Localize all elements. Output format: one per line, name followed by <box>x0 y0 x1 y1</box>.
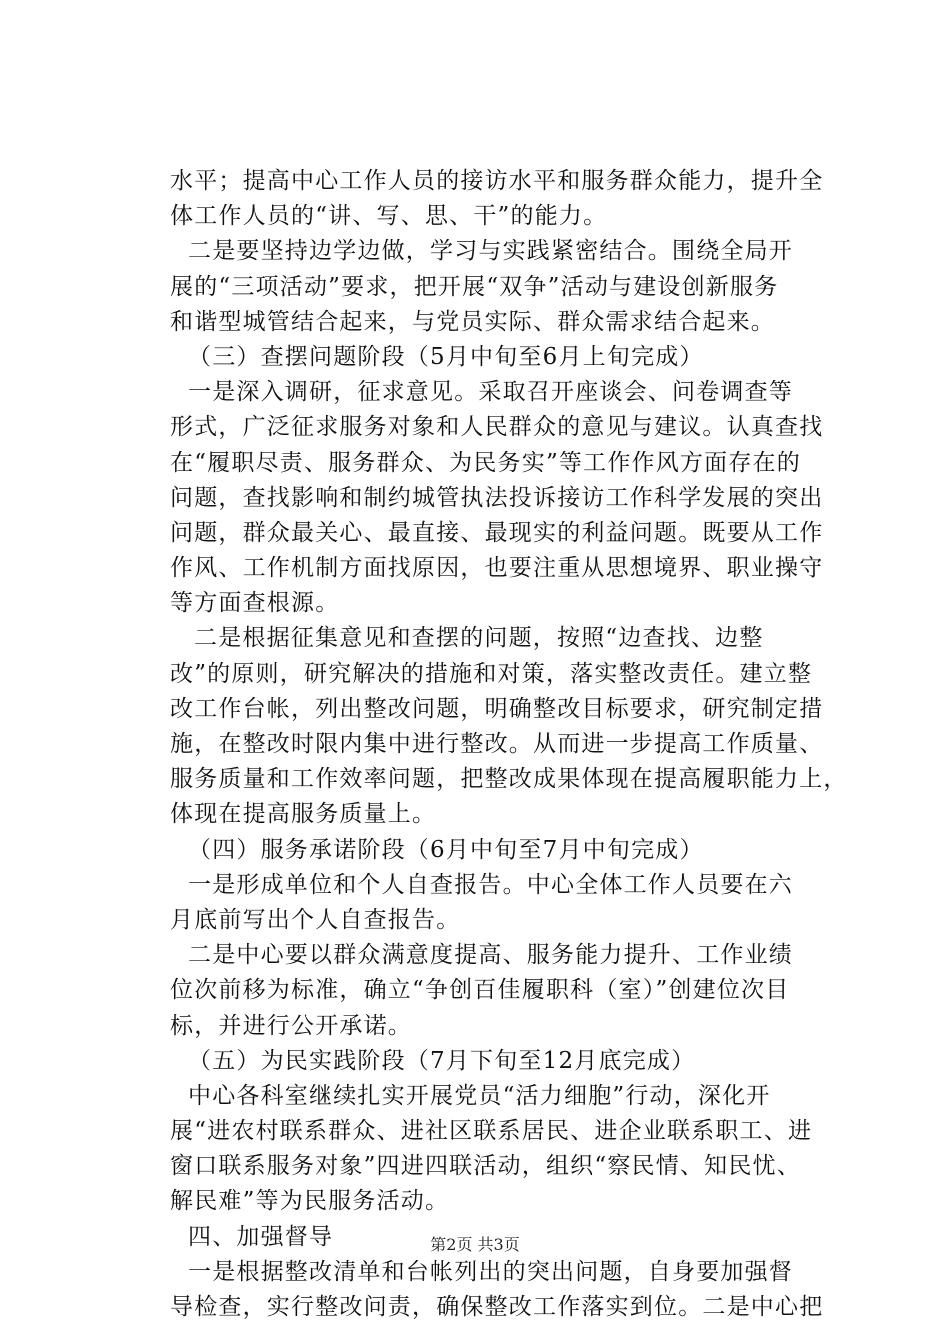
section-heading: （三）查摆问题阶段（5月中旬至6月上旬完成） <box>188 343 704 370</box>
text-line: 作风、工作机制方面找原因，也要注重从思想境界、职业操守 <box>170 555 824 582</box>
text-line: 问题，群众最关心、最直接、最现实的利益问题。既要从工作 <box>170 519 824 546</box>
text-line: 问题，查找影响和制约城管执法投诉接访工作科学发展的突出 <box>170 484 824 511</box>
text-line: 窗口联系服务对象”四进四联活动，组织“察民情、知民忧、 <box>170 1153 801 1180</box>
paragraph-start: 二是根据征集意见和查摆的问题，按照“边查找、边整 <box>194 625 764 652</box>
page-number: 第2页 共3页 <box>430 1235 520 1254</box>
paragraph-start: 二是要坚持边学边做，学习与实践紧密结合。围绕全局开 <box>188 238 793 265</box>
text-line: 体工作人员的“讲、写、思、干”的能力。 <box>170 203 608 230</box>
text-line: 位次前移为标准，确立“争创百佳履职科（室）”创建位次目 <box>170 977 790 1004</box>
paragraph-start: 一是根据整改清单和台帐列出的突出问题，自身要加强督 <box>188 1258 793 1285</box>
section-heading: （四）服务承诺阶段（6月中旬至7月中旬完成） <box>188 836 704 863</box>
text-line: 改”的原则，研究解决的措施和对策，落实整改责任。建立整 <box>170 660 813 687</box>
paragraph-start: 一是形成单位和个人自查报告。中心全体工作人员要在六 <box>188 871 793 898</box>
text-line: 体现在提高服务质量上。 <box>170 801 437 828</box>
paragraph-start: 中心各科室继续扎实开展党员“活力细胞”行动，深化开 <box>188 1082 771 1109</box>
text-line: 施，在整改时限内集中进行整改。从而进一步提高工作质量、 <box>170 731 824 757</box>
paragraph-start: 一是深入调研，征求意见。采取召开座谈会、问卷调查等 <box>188 379 793 406</box>
text-line: 标，并进行公开承诺。 <box>170 1012 412 1039</box>
section-heading: （五）为民实践阶段（7月下旬至12月底完成） <box>188 1047 696 1074</box>
text-line: 月底前写出个人自查报告。 <box>170 906 461 933</box>
text-line: 形式，广泛征求服务对象和人民群众的意见与建议。认真查找 <box>170 414 824 441</box>
document-body <box>170 164 848 1325</box>
text-line: 解民难”等为民服务活动。 <box>170 1188 450 1215</box>
paragraph-start: 二是中心要以群众满意度提高、服务能力提升、工作业绩 <box>188 942 793 969</box>
section-heading: 四、加强督导 <box>188 1223 334 1250</box>
text-line: 在“履职尽责、服务群众、为民务实”等工作作风方面存在的 <box>170 449 801 476</box>
text-line: 等方面查根源。 <box>170 590 340 617</box>
text-line: 水平；提高中心工作人员的接访水平和服务群众能力，提升全 <box>170 168 824 194</box>
text-line: 改工作台帐，列出整改问题，明确整改目标要求，研究制定措 <box>170 695 824 722</box>
text-line: 展“进农村联系群众、进社区联系居民、进企业联系职工、进 <box>170 1118 813 1145</box>
text-line: 和谐型城管结合起来，与党员实际、群众需求结合起来。 <box>170 308 775 335</box>
text-line: 服务质量和工作效率问题，把整改成果体现在提高履职能力上， <box>170 766 848 793</box>
text-line: 导检查，实行整改问责，确保整改工作落实到位。二是中心把 <box>170 1294 824 1320</box>
text-line: 展的“三项活动”要求，把开展“双争”活动与建设创新服务 <box>170 273 779 300</box>
